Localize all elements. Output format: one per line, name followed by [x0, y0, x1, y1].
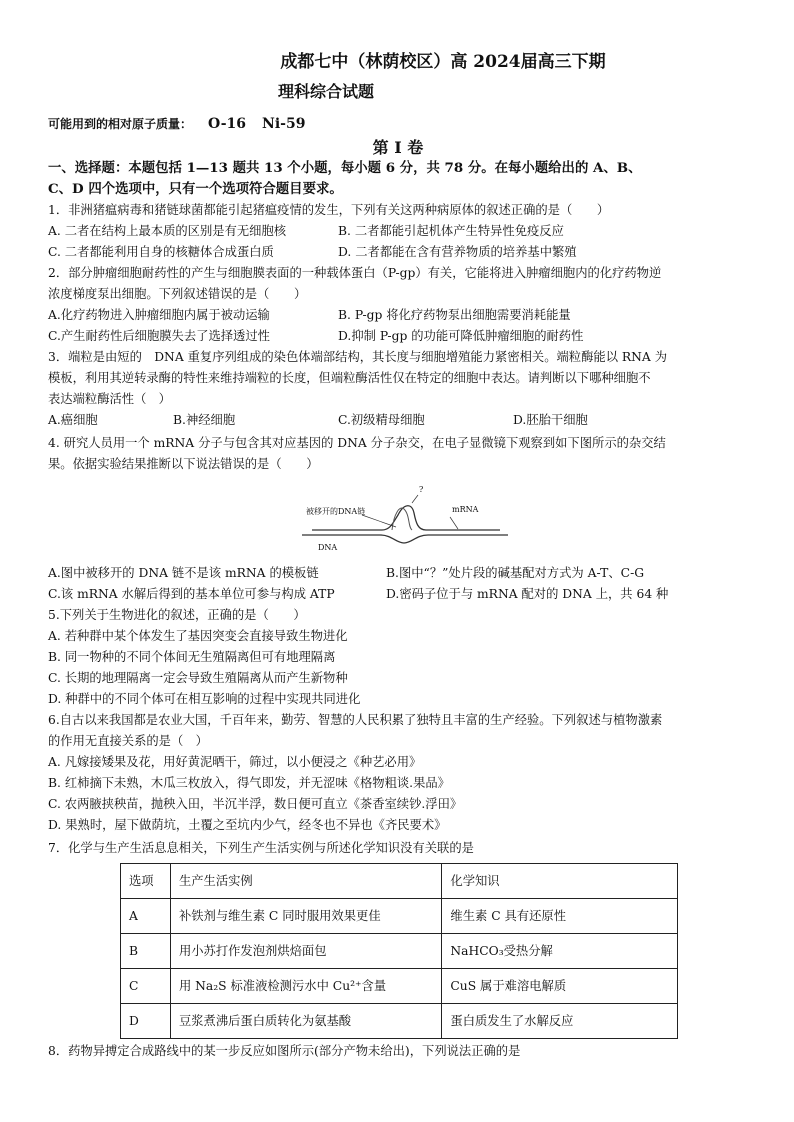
question-2-stem-line1: 2．部分肿瘤细胞耐药性的产生与细胞膜表面的一种载体蛋白（P-gp）有关，它能将进入肿瘤细胞内的化疗药物逆: [48, 266, 662, 280]
exam-page: [48, 50, 748, 1062]
atomic-mass-label: 可能用到的相对原子质量：: [48, 117, 193, 131]
table-cell: C: [121, 969, 171, 1004]
question-1-options: [48, 221, 748, 263]
table-cell: 用小苏打作发泡剂烘焙面包: [170, 934, 441, 969]
figure-label-strand: 被移开的DNA链: [306, 507, 366, 516]
strand-pointer: [362, 515, 396, 527]
q1-option-d: D. 二者都能在含有营养物质的培养基中繁殖: [338, 245, 577, 259]
table-header-cell: 化学知识: [442, 864, 678, 899]
atomic-mass-ni: Ni-59: [262, 116, 306, 132]
q5-option-b: B. 同一物种的不同个体间无生殖隔离但可有地理隔离: [48, 650, 336, 664]
question-3-options: [48, 410, 748, 431]
hybridization-figure: [300, 483, 510, 557]
question-6-stem-line2: 的作用无直接关系的是（ ）: [48, 734, 208, 748]
question-7-stem: 7．化学与生产生活息息相关，下列生产生活实例与所述化学知识没有关联的是: [48, 841, 474, 855]
table-row: [121, 934, 678, 969]
q6-option-d: D. 果熟时，屋下做荫坑，土覆之至坑内少气，经冬也不异也《齐民要术》: [48, 818, 447, 832]
table-cell: 豆浆煮沸后蛋白质转化为氨基酸: [170, 1004, 441, 1039]
q1-option-b: B. 二者都能引起机体产生特异性免疫反应: [338, 224, 564, 238]
q2-option-c: C.产生耐药性后细胞膜失去了选择透过性: [48, 329, 270, 343]
question-2-stem-line2: 浓度梯度泵出细胞。下列叙述错误的是（ ）: [48, 287, 307, 301]
table-row: [121, 969, 678, 1004]
q5-option-d: D. 种群中的不同个体可在相互影响的过程中实现共同进化: [48, 692, 361, 706]
question-2-options: [48, 305, 748, 347]
atomic-mass-o: O-16: [208, 116, 247, 132]
exam-subtitle: 理科综合试题: [278, 82, 375, 101]
mrna-pointer: [450, 517, 458, 529]
exam-title: 成都七中（林荫校区）高 2024届高三下期: [280, 52, 606, 72]
question-4-stem-line2: 果。依据实验结果推断以下说法错误的是（ ）: [48, 457, 319, 471]
table-row: [121, 1004, 678, 1039]
q4-option-c: C.该 mRNA 水解后得到的基本单位可参与构成 ATP: [48, 587, 335, 601]
atomic-mass-line: [48, 114, 748, 135]
q6-option-a: A. 凡嫁接矮果及花，用好黄泥晒干，筛过，以小便浸之《种艺必用》: [48, 755, 422, 769]
question-7-table: [120, 863, 678, 1039]
question-6-stem-line1: 6.自古以来我国都是农业大国，千百年来，勤劳、智慧的人民积累了独特且丰富的生产经验。下列叙述与植物激素: [48, 713, 663, 727]
figure-label-mrna: mRNA: [452, 505, 479, 514]
table-header-row: [121, 864, 678, 899]
q3-option-b: B.神经细胞: [173, 413, 236, 427]
table-cell: NaHCO₃受热分解: [442, 934, 678, 969]
table-cell: 用 Na₂S 标准液检测污水中 Cu²⁺含量: [170, 969, 441, 1004]
volume-heading: 第 I 卷: [372, 138, 424, 157]
question-4-options: [48, 563, 748, 605]
question-8-stem: 8．药物异搏定合成路线中的某一步反应如图所示(部分产物未给出)，下列说法正确的是: [48, 1044, 521, 1058]
table-header-cell: 选项: [121, 864, 171, 899]
table-cell: B: [121, 934, 171, 969]
q1-option-c: C. 二者都能利用自身的核糖体合成蛋白质: [48, 245, 274, 259]
question-5-stem: 5.下列关于生物进化的叙述，正确的是（ ）: [48, 608, 306, 622]
q2-option-b: B. P-gp 将化疗药物泵出细胞需要消耗能量: [338, 308, 571, 322]
table-cell: D: [121, 1004, 171, 1039]
q2-option-d: D.抑制 P-gp 的功能可降低肿瘤细胞的耐药性: [338, 329, 584, 343]
table-header-cell: 生产生活实例: [170, 864, 441, 899]
q3-option-d: D.胚胎干细胞: [513, 413, 588, 427]
table-cell: 维生素 C 具有还原性: [442, 899, 678, 934]
table-cell: 补铁剂与维生素 C 同时服用效果更佳: [170, 899, 441, 934]
section-heading-line2: C、D 四个选项中，只有一个选项符合题目要求。: [48, 181, 343, 197]
q5-option-c: C. 长期的地理隔离一定会导致生殖隔离从而产生新物种: [48, 671, 348, 685]
figure-label-dna: DNA: [318, 543, 338, 552]
q1-option-a: A. 二者在结构上最本质的区别是有无细胞核: [48, 224, 287, 238]
q5-option-a: A. 若种群中某个体发生了基因突变会直接导致生物进化: [48, 629, 348, 643]
question-1-stem: 1．非洲猪瘟病毒和猪链球菌都能引起猪瘟疫情的发生，下列有关这两种病原体的叙述正确的是（ ）: [48, 203, 610, 217]
table-cell: CuS 属于难溶电解质: [442, 969, 678, 1004]
q2-option-a: A.化疗药物进入肿瘤细胞内属于被动运输: [48, 308, 270, 322]
dna-template-strand: [302, 535, 508, 543]
q4-option-b: B.图中“？”处片段的碱基配对方式为 A-T、C-G: [386, 566, 645, 580]
question-3-stem-line3: 表达端粒酶活性（ ）: [48, 392, 171, 406]
q4-option-a: A.图中被移开的 DNA 链不是该 mRNA 的模板链: [48, 566, 319, 580]
q4-option-d: D.密码子位于与 mRNA 配对的 DNA 上，共 64 种: [386, 587, 669, 601]
q6-option-b: B. 红柿摘下未熟，木瓜三枚放入，得气即发，并无涩味《格物粗谈.果品》: [48, 776, 450, 790]
q6-option-c: C. 农两腋挟秧苗，抛秧入田，半沉半浮，数日便可直立《茶香室续钞.浮田》: [48, 797, 463, 811]
table-row: [121, 899, 678, 934]
question-3-stem-line2: 模板，利用其逆转录酶的特性来维持端粒的长度，但端粒酶活性仅在特定的细胞中表达。请判断以下哪种细胞不: [48, 371, 651, 385]
table-cell: A: [121, 899, 171, 934]
question-pointer: [412, 495, 418, 503]
question-4-stem-line1: 4. 研究人员用一个 mRNA 分子与包含其对应基因的 DNA 分子杂交，在电子显微镜下观察到如下图所示的杂交结: [48, 436, 666, 450]
section-heading-line1: 一、选择题：本题包括 1—13 题共 13 个小题，每小题 6 分，共 78 分。在每小题给出的 A、B、: [48, 160, 642, 176]
table-cell: 蛋白质发生了水解反应: [442, 1004, 678, 1039]
figure-label-question: ?: [419, 485, 424, 494]
q3-option-c: C.初级精母细胞: [338, 413, 425, 427]
q3-option-a: A.癌细胞: [48, 413, 98, 427]
question-3-stem-line1: 3．端粒是由短的 DNA 重复序列组成的染色体端部结构，其长度与细胞增殖能力紧密相关。端粒酶能以 RNA 为: [48, 350, 668, 364]
